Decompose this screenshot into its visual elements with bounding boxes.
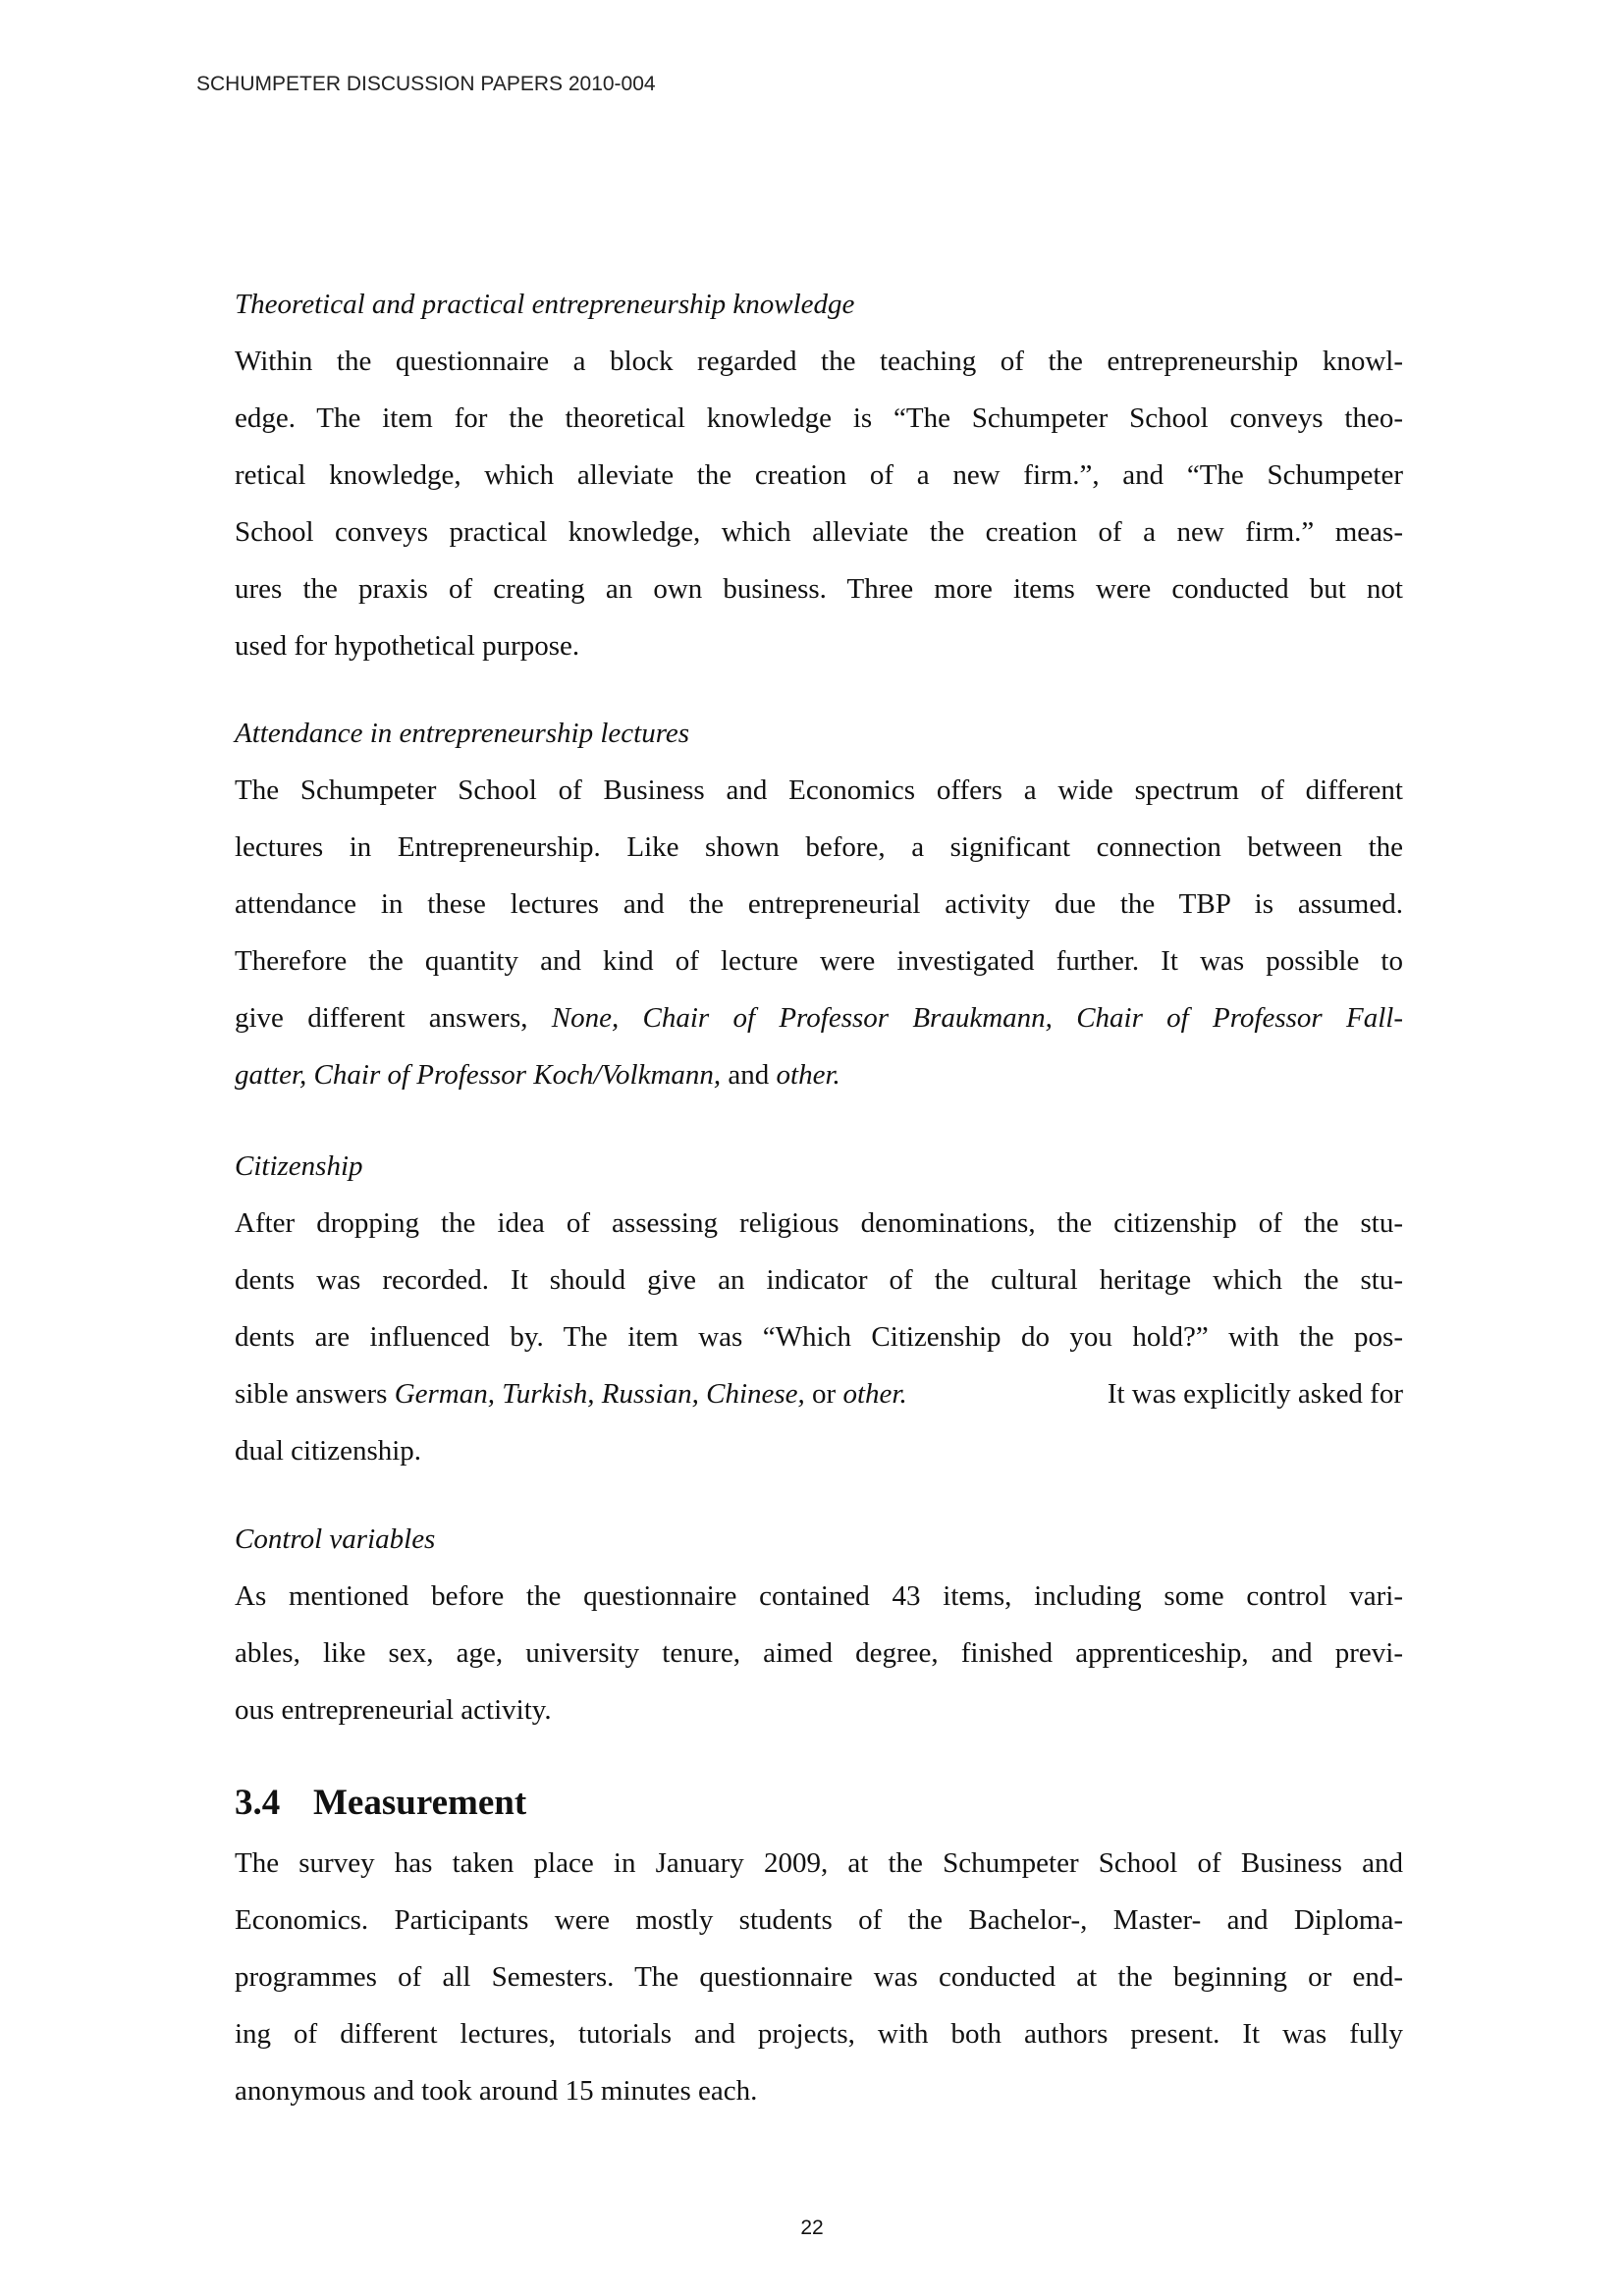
text: sible answers — [235, 1378, 395, 1410]
text: give different answers, — [235, 1002, 552, 1034]
text-line: After dropping the idea of assessing religious denominations, the citizenship of the stu- — [235, 1207, 1403, 1239]
section-measurement — [235, 1835, 1403, 2119]
section-control — [235, 1511, 1403, 1738]
text-line: ous entrepreneurial activity. — [235, 1694, 552, 1726]
text-line: lectures in Entrepreneurship. Like shown before, a significant connection between the — [235, 831, 1403, 863]
text: It was explicitly asked for — [1100, 1378, 1403, 1410]
text-line: ures the praxis of creating an own business. Three more items were conducted but not — [235, 573, 1403, 605]
text-line: dents was recorded. It should give an indicator of the cultural heritage which the stu- — [235, 1264, 1403, 1296]
subsection-title: Control variables — [235, 1523, 436, 1555]
subsection-title: Theoretical and practical entrepreneurship knowledge — [235, 289, 855, 320]
text-line: School conveys practical knowledge, which alleviate the creation of a new firm.” meas- — [235, 516, 1403, 548]
answer-options: German, Turkish, Russian, Chinese, — [394, 1378, 805, 1410]
text-line: As mentioned before the questionnaire contained 43 items, including some control vari- — [235, 1580, 1403, 1612]
section-theoretical — [235, 276, 1403, 674]
text-line: The Schumpeter School of Business and Economics offers a wide spectrum of different — [235, 774, 1403, 806]
text-line: The survey has taken place in January 2009, at the Schumpeter School of Business and — [235, 1847, 1403, 1879]
text-line: attendance in these lectures and the entrepreneurial activity due the TBP is assumed. — [235, 888, 1403, 920]
section-title: Measurement — [313, 1783, 527, 1823]
section-number: 3.4 — [235, 1783, 281, 1823]
text-line — [235, 1365, 1403, 1422]
section-attendance — [235, 705, 1403, 1103]
text-line: retical knowledge, which alleviate the creation of a new firm.”, and “The Schumpeter — [235, 459, 1403, 491]
running-header: SCHUMPETER DISCUSSION PAPERS 2010-004 — [196, 73, 656, 95]
text-line: ables, like sex, age, university tenure, aimed degree, finished apprenticeship, and previ- — [235, 1637, 1403, 1669]
text-line: programmes of all Semesters. The questionnaire was conducted at the beginning or end- — [235, 1961, 1403, 1993]
text: and — [721, 1059, 777, 1091]
text: or — [804, 1378, 843, 1410]
text-line: Within the questionnaire a block regarded the teaching of the entrepreneurship knowl- — [235, 346, 1403, 377]
text-line: Therefore the quantity and kind of lecture were investigated further. It was possible to — [235, 945, 1403, 977]
answer-options: gatter, Chair of Professor Koch/Volkmann, — [235, 1059, 722, 1091]
text-line: anonymous and took around 15 minutes each. — [235, 2075, 758, 2107]
section-heading — [235, 1782, 526, 1824]
text-line: Economics. Participants were mostly students of the Bachelor-, Master- and Diploma- — [235, 1904, 1403, 1936]
text-line: ing of different lectures, tutorials and projects, with both authors present. It was fully — [235, 2018, 1403, 2050]
section-citizenship — [235, 1138, 1403, 1479]
text-line — [235, 1046, 1403, 1103]
text-line: dual citizenship. — [235, 1435, 422, 1467]
text-line — [235, 989, 1403, 1046]
page-number: 22 — [800, 2216, 824, 2239]
subsection-title: Citizenship — [235, 1150, 363, 1182]
text-line: edge. The item for the theoretical knowledge is “The Schumpeter School conveys theo- — [235, 402, 1403, 434]
text-line: dents are influenced by. The item was “Which Citizenship do you hold?” with the pos- — [235, 1321, 1403, 1353]
answer-options: None, Chair of Professor Braukmann, Chair of Professor Fall- — [551, 1002, 1403, 1034]
answer-other: other. — [776, 1059, 840, 1091]
text-line: used for hypothetical purpose. — [235, 630, 580, 662]
answer-other: other. — [842, 1378, 907, 1410]
subsection-title: Attendance in entrepreneurship lectures — [235, 718, 690, 749]
